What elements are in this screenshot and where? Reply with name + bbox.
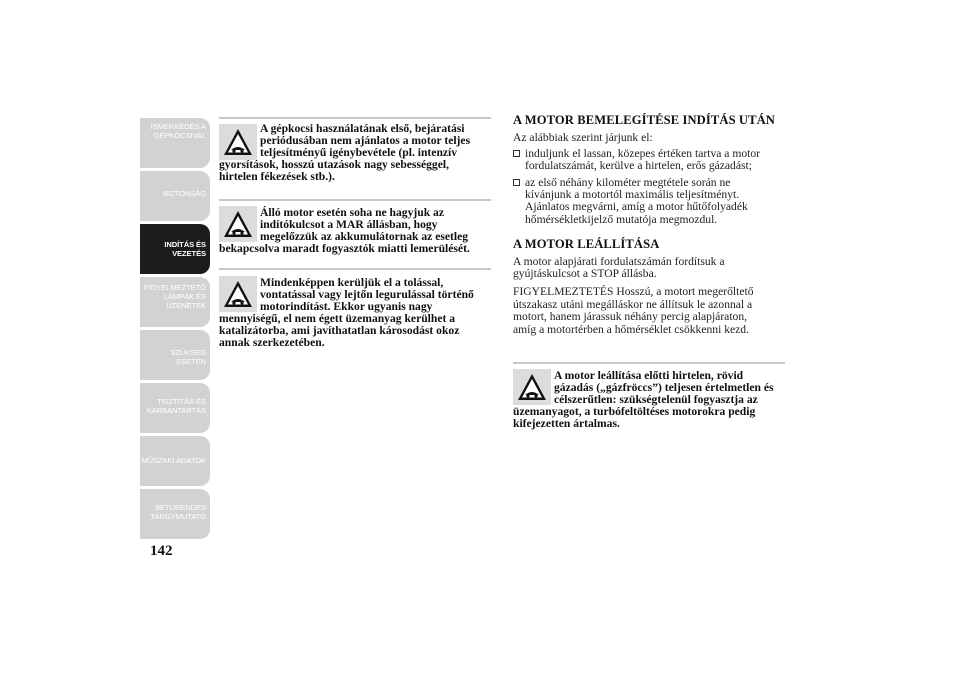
warning-line: Álló motor esetén soha ne hagyjuk az [260, 206, 444, 219]
warning-box [219, 117, 491, 189]
page-number: 142 [150, 543, 173, 559]
bullet-line: az első néhány kilométer megtétele során ne [525, 175, 731, 189]
bullet-line: Ajánlatos megvárni, amíg a motor hűtőfolyadék [525, 200, 748, 214]
tab-label: VEZETÉS [172, 249, 206, 258]
warning-text-lines-2 [219, 243, 470, 255]
tab-label: INDÍTÁS ÉS [164, 240, 206, 249]
warning-line: vontatással vagy lejtőn legurulással történő [260, 288, 474, 301]
warning-line: katalizátorba, ami javíthatatlan károsodást okoz [219, 324, 460, 337]
paragraph-line: FIGYELMEZTETÉS Hosszú, a motort megerőltető [513, 285, 754, 299]
warning-line: Mindenképpen kerüljük el a tolással, [260, 276, 444, 289]
bullet-line: kívánjunk a motortól maximális teljesítményt. [525, 188, 740, 202]
warning-text-lines-2 [219, 313, 459, 349]
paragraph-line: motort, hanem járassuk néhány percig alapjáraton, [513, 310, 748, 324]
paragraph-line: útszakasz utáni megálláskor ne állítsuk le azonnal a [513, 297, 753, 311]
tab-figyelmezteto-lampak[interactable] [140, 277, 210, 327]
warning-icon [513, 369, 551, 405]
tab-biztonsag[interactable] [140, 171, 210, 221]
tab-ismerkedes[interactable] [140, 118, 210, 168]
bullet-line: hőmérsékletkijelző mutatója megmozdul. [525, 212, 718, 226]
tab-label: KARBANTARTÁS [146, 406, 206, 415]
warning-line: indítókulcsot a MAR állásban, hogy [260, 218, 438, 231]
warning-box [219, 268, 491, 358]
tab-label: BIZTONSÁG [163, 189, 206, 198]
warning-box [219, 199, 491, 261]
tab-muszaki-adatok[interactable] [140, 436, 210, 486]
paragraph-line: gyújtáskulcsot a STOP állásba. [513, 267, 657, 281]
warning-line: hirtelen fékezések stb.). [219, 170, 335, 183]
paragraph-line: A motor alapjárati fordulatszámán fordítsuk a [513, 254, 725, 268]
tab-label: FIGYELMEZTETŐ [144, 283, 206, 292]
tab-label: MŰSZAKI ADATOK [141, 456, 206, 465]
warning-line: üzemanyagot, a turbófeltöltéses motorokra pedig [513, 405, 756, 418]
warning-text-lines-1 [260, 123, 470, 159]
bullet-line: induljunk el lassan, közepes értéken tartva a motor [525, 146, 761, 160]
warning-line: periódusában nem ajánlatos a motor teljes [260, 134, 471, 147]
paragraph [513, 286, 788, 336]
divider [513, 362, 785, 364]
tab-label: GÉPKOCSIVAL [153, 131, 206, 140]
tab-label: TÁRGYMUTATÓ [150, 512, 206, 521]
tab-inditas-es-vezetes[interactable] [140, 224, 210, 274]
tab-label: BETŰRENDES [155, 503, 206, 512]
section-heading: A MOTOR LEÁLLÍTÁSA [513, 237, 660, 252]
bullet-line: fordulatszámát, kerülve a hirtelen, erős gázadást; [525, 159, 752, 173]
warning-line: gázadás („gázfröccs”) teljesen értelmetlen és [554, 381, 774, 394]
tab-szukseg-eseten[interactable] [140, 330, 210, 380]
warning-line: annak szerkezetében. [219, 336, 325, 349]
warning-line: gyorsítások, hosszú utazások nagy sebességgel, [219, 158, 449, 171]
warning-line: célszerűtlen: szükségtelenül fogyasztja az [554, 393, 758, 406]
warning-text-lines-2 [513, 406, 755, 430]
tab-betu-rendes-targymutato[interactable] [140, 489, 210, 539]
tab-label: ISMERKEDÉS A [150, 122, 206, 131]
warning-line: kifejezetten ártalmas. [513, 417, 620, 430]
paragraph [513, 256, 788, 281]
warning-line: bekapcsolva maradt fogyasztók miatti lemerülését. [219, 242, 470, 255]
warning-text-lines-1 [554, 370, 774, 406]
list-item [513, 148, 788, 173]
warning-box [513, 362, 785, 434]
warning-line: A motor leállítása előtti hirtelen, rövid [554, 369, 744, 382]
warning-icon [219, 206, 257, 242]
intro-text: Az alábbiak szerint járjunk el: [513, 131, 653, 145]
divider [219, 268, 491, 270]
list-item [513, 177, 788, 227]
tab-label: ÜZENETEK [166, 301, 206, 310]
tab-label: TISZTÍTÁS ÉS [156, 397, 206, 406]
paragraph-line: amíg a motortérben a hőmérséklet csökkenni kezd. [513, 322, 749, 336]
section-heading: A MOTOR BEMELEGÍTÉSE INDÍTÁS UTÁN [513, 113, 775, 127]
checkbox-bullet-icon [513, 179, 520, 186]
divider [219, 117, 491, 119]
warning-line: mennyiségű, el nem égett üzemanyag kerülhet a [219, 312, 456, 325]
warning-line: teljesítményű igénybevétele (pl. intenzív [260, 146, 458, 159]
warning-icon [219, 124, 257, 160]
tab-label: SZÜKSÉG ESETÉN [170, 348, 206, 366]
warning-text-lines-2 [219, 159, 449, 183]
right-column [513, 114, 788, 336]
warning-text-lines-1 [260, 207, 468, 243]
tab-label: LÁMPÁK ÉS [163, 292, 206, 301]
warning-icon [219, 276, 257, 312]
tab-tisztitas-karbantartas[interactable] [140, 383, 210, 433]
checkbox-bullet-icon [513, 150, 520, 157]
warning-line: megelőzzük az akkumulátornak az esetleg [260, 230, 469, 243]
divider [219, 199, 491, 201]
warning-line: A gépkocsi használatának első, bejáratási [260, 122, 465, 135]
warning-text-lines-1 [260, 277, 474, 313]
warning-line: motorindítást. Ekkor ugyanis nagy [260, 300, 433, 313]
